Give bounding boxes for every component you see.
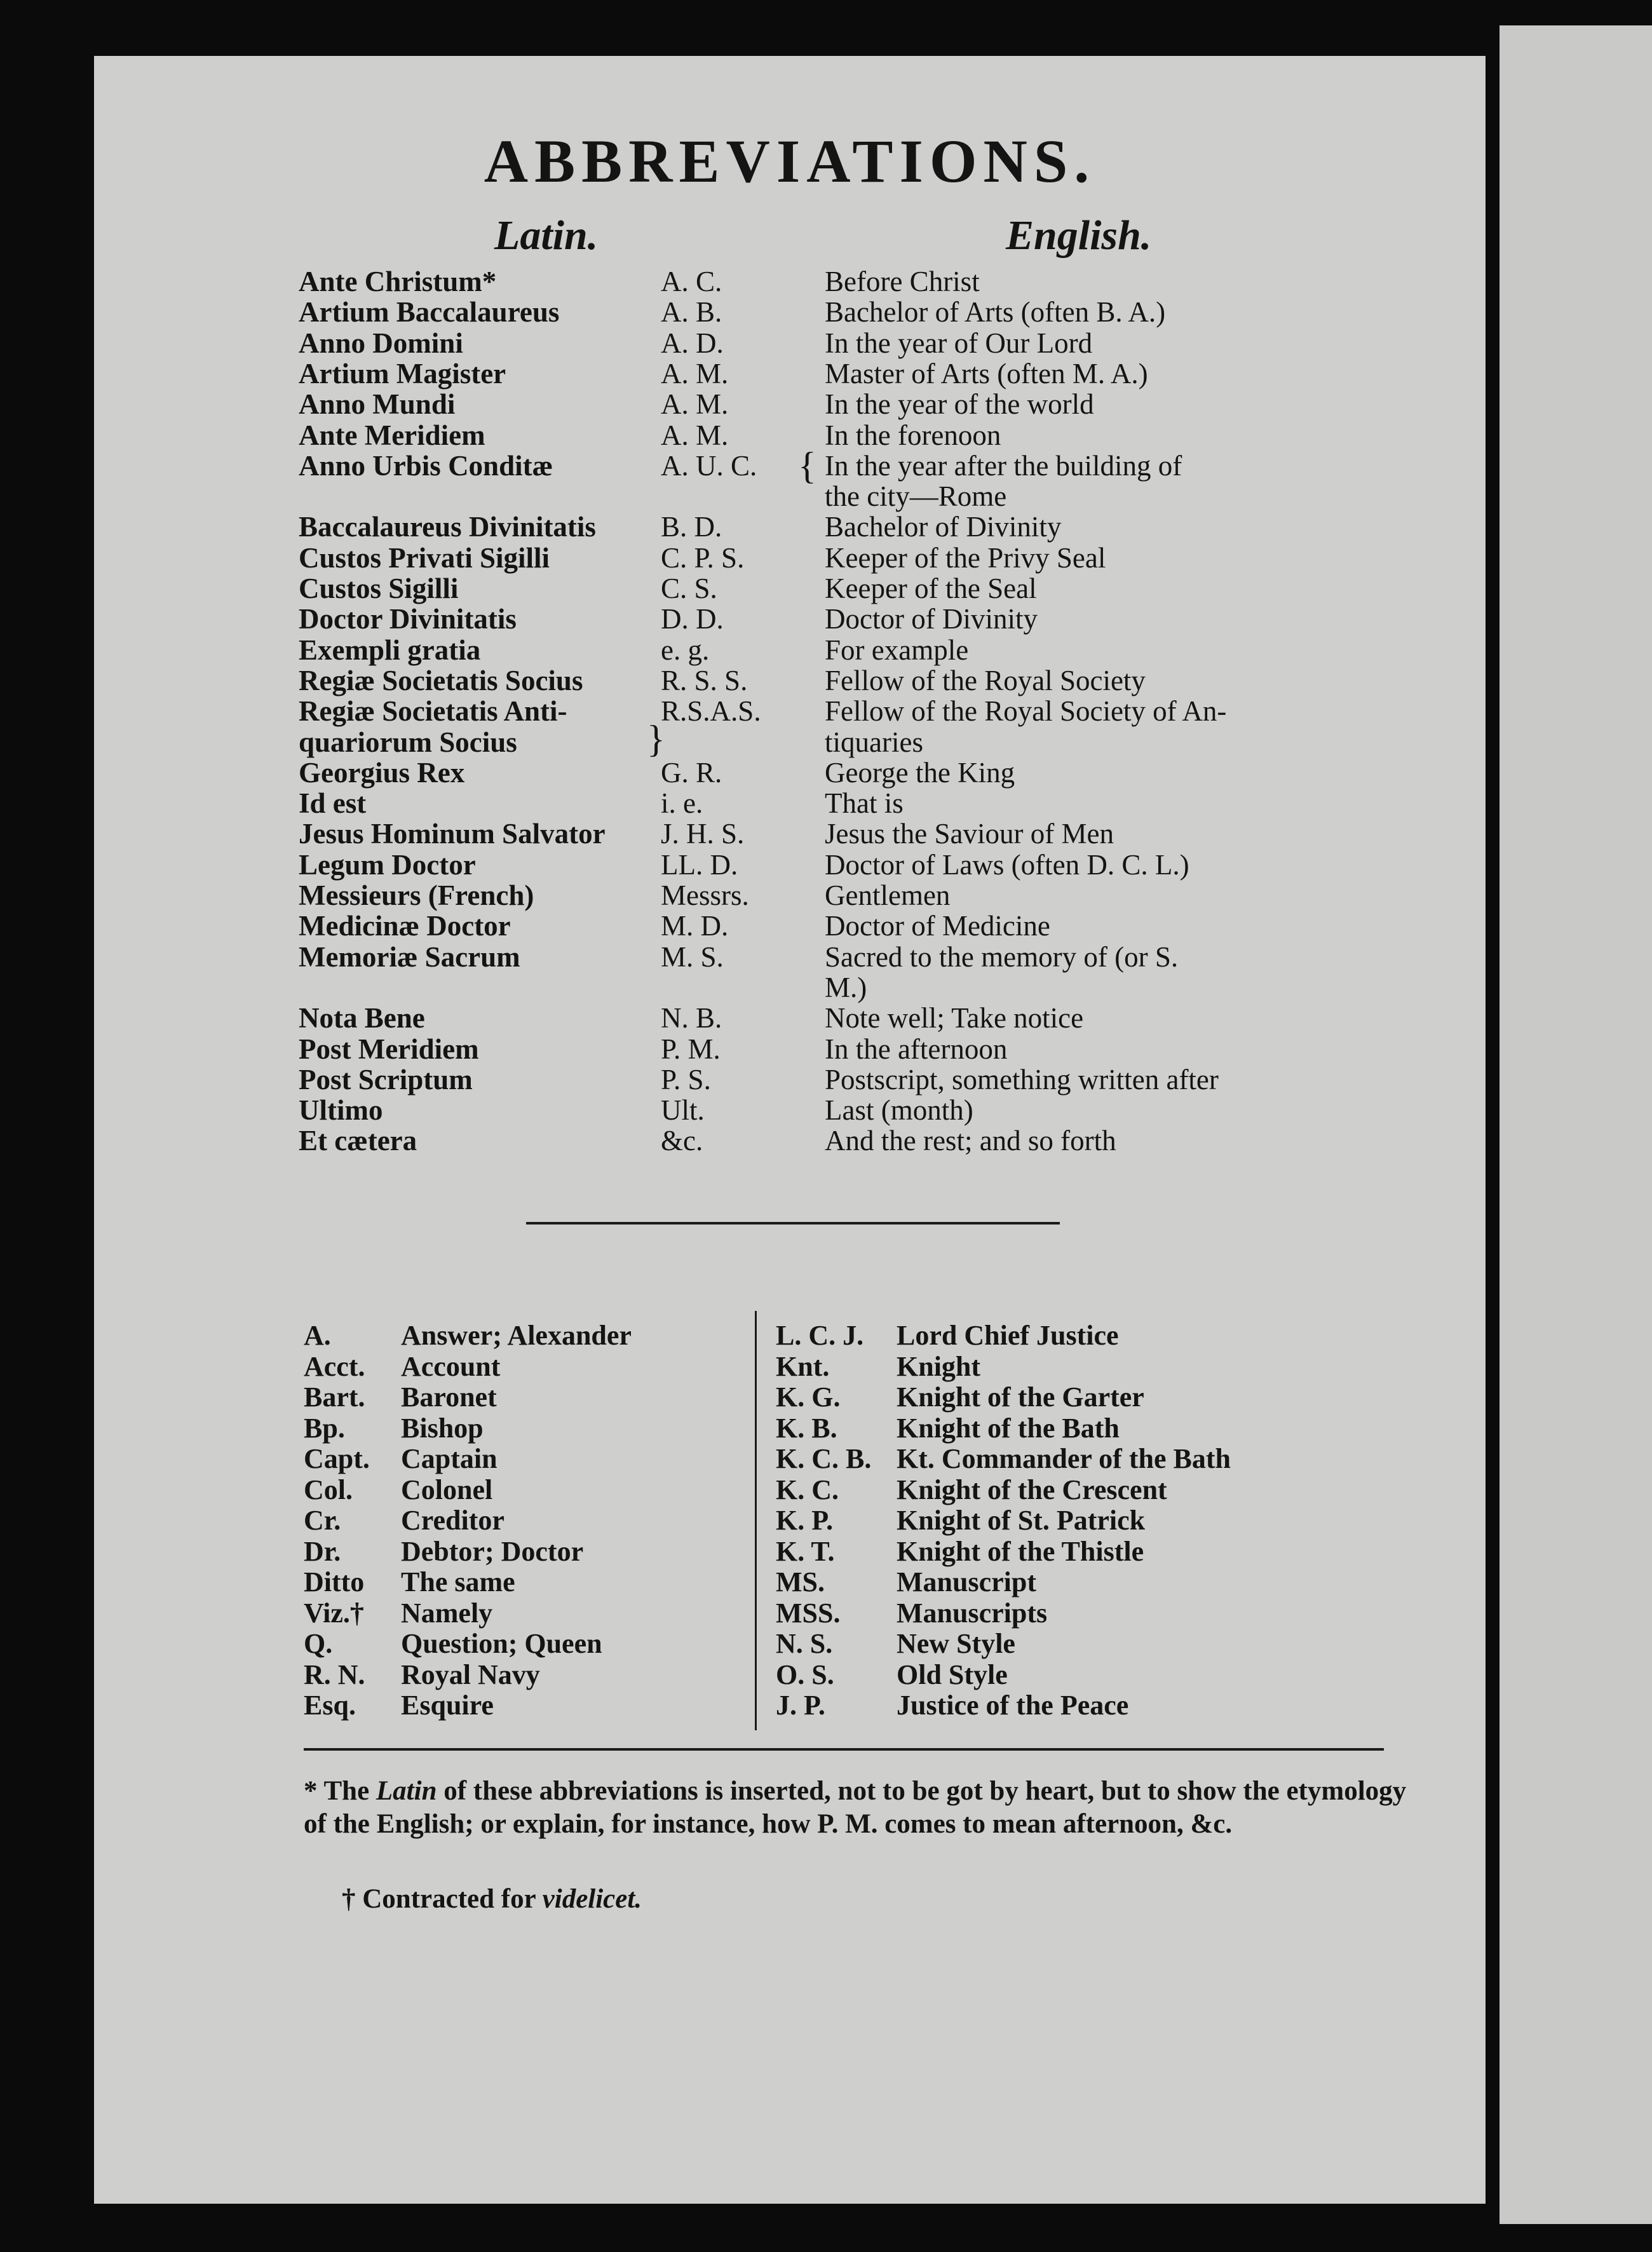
list-item (94, 1475, 1486, 1505)
table-row (94, 787, 1486, 820)
english-cell: Sacred to the memory of (or S. (825, 940, 1179, 973)
table-row (94, 634, 1486, 667)
table-row (94, 941, 1486, 974)
abbr-cell: J. H. S. (661, 818, 745, 850)
footnote-divider (304, 1748, 1384, 1751)
list-abbr: Q. (304, 1628, 333, 1659)
list-item (94, 1382, 1486, 1413)
latin-cell: Exempli gratia (299, 634, 481, 666)
list-meaning: Manuscripts (897, 1597, 1048, 1629)
abbr-cell: R. S. S. (661, 664, 748, 696)
list-abbr: Ditto (304, 1566, 365, 1597)
latin-cell: Id est (299, 787, 367, 820)
list-abbr: Bart. (304, 1381, 365, 1413)
english-cell: tiquaries (825, 726, 923, 758)
table-row (94, 1002, 1486, 1035)
english-cell: For example (825, 634, 969, 666)
latin-cell: Anno Mundi (299, 388, 456, 421)
abbr-cell: LL. D. (661, 848, 738, 881)
latin-cell: quariorum Socius (299, 726, 517, 758)
table-row (94, 757, 1486, 790)
latin-cell: Et cætera (299, 1125, 417, 1157)
list-meaning: Creditor (401, 1505, 504, 1536)
latin-cell: Artium Magister (299, 357, 506, 390)
table-row (94, 419, 1486, 452)
latin-cell: Post Scriptum (299, 1063, 473, 1095)
list-meaning: Knight of the Bath (897, 1412, 1120, 1444)
footnote-star-latin: Latin (376, 1776, 437, 1806)
brace-rsas: } (647, 718, 665, 760)
table-row (94, 327, 1486, 360)
list-item (94, 1444, 1486, 1474)
brace-auc: { (798, 445, 816, 487)
english-cell: Jesus the Saviour of Men (825, 818, 1114, 850)
table-row (94, 358, 1486, 391)
list-item (94, 1536, 1486, 1567)
abbr-cell: R.S.A.S. (661, 695, 761, 728)
abbr-cell: A. C. (661, 266, 722, 297)
page-title: ABBREVIATIONS. (484, 127, 1096, 195)
english-cell: In the year after the building of (825, 449, 1182, 482)
table-row (94, 542, 1486, 575)
table-row (94, 1064, 1486, 1097)
list-abbr: Cr. (304, 1505, 341, 1536)
abbr-cell: B. D. (661, 511, 722, 543)
table-row (94, 480, 1486, 513)
table-row (94, 726, 1486, 759)
latin-cell: Regiæ Societatis Anti- (299, 695, 567, 728)
list-meaning: Question; Queen (401, 1628, 602, 1659)
list-abbr: L. C. J. (776, 1320, 864, 1351)
abbr-cell: P. M. (661, 1033, 721, 1065)
list-abbr: K. P. (776, 1505, 834, 1536)
table-row (94, 879, 1486, 912)
latin-cell: Doctor Divinitatis (299, 603, 517, 635)
list-abbr: K. B. (776, 1412, 837, 1444)
list-meaning: Knight of the Garter (897, 1381, 1144, 1413)
section-divider (526, 1222, 1060, 1224)
list-meaning: Bishop (401, 1412, 484, 1444)
abbr-cell: A. M. (661, 357, 729, 390)
list-meaning: Knight of the Crescent (897, 1474, 1167, 1505)
english-cell: Doctor of Laws (often D. C. L.) (825, 848, 1189, 881)
english-cell: In the forenoon (825, 419, 1001, 451)
abbr-cell: A. D. (661, 327, 724, 359)
abbr-cell: A. M. (661, 419, 729, 451)
list-abbr: Viz.† (304, 1597, 364, 1629)
adjacent-page (1500, 25, 1652, 2224)
table-row (94, 910, 1486, 943)
english-cell: In the year of the world (825, 388, 1094, 421)
abbr-cell: Messrs. (661, 879, 749, 911)
footnote-dagger-word: videlicet. (542, 1884, 642, 1914)
list-meaning: Esquire (401, 1690, 494, 1721)
table-row (94, 511, 1486, 544)
english-cell: Bachelor of Divinity (825, 511, 1062, 543)
list-abbr: Esq. (304, 1690, 356, 1721)
list-meaning: Account (401, 1350, 501, 1382)
list-meaning: The same (401, 1566, 515, 1597)
list-item (94, 1567, 1486, 1597)
footnote-dagger (342, 1883, 1460, 1916)
latin-cell: Legum Doctor (299, 848, 476, 881)
table-row (94, 972, 1486, 1005)
list-meaning: Colonel (401, 1474, 493, 1505)
abbr-cell: Ult. (661, 1094, 705, 1127)
list-abbr: MSS. (776, 1597, 841, 1629)
english-cell: Doctor of Divinity (825, 603, 1038, 635)
list-abbr: Bp. (304, 1412, 345, 1444)
list-abbr: K. T. (776, 1535, 835, 1567)
list-abbr: MS. (776, 1566, 825, 1597)
english-cell: In the afternoon (825, 1033, 1008, 1065)
abbr-cell: i. e. (661, 787, 703, 820)
latin-cell: Ante Meridiem (299, 419, 485, 451)
latin-cell: Messieurs (French) (299, 879, 534, 911)
latin-cell: Medicinæ Doctor (299, 910, 511, 942)
latin-cell: Nota Bene (299, 1002, 425, 1034)
english-cell: Master of Arts (often M. A.) (825, 357, 1148, 390)
list-abbr: Acct. (304, 1350, 365, 1382)
english-cell: In the year of Our Lord (825, 327, 1093, 359)
latin-cell: Post Meridiem (299, 1033, 479, 1065)
table-row (94, 296, 1486, 329)
list-item (94, 1598, 1486, 1629)
list-item (94, 1413, 1486, 1444)
table-row (94, 388, 1486, 421)
list-meaning: Royal Navy (401, 1658, 540, 1690)
list-meaning: Debtor; Doctor (401, 1535, 584, 1567)
abbr-cell: A. U. C. (661, 449, 757, 482)
latin-cell: Anno Urbis Conditæ (299, 449, 553, 482)
english-cell: Fellow of the Royal Society of An- (825, 695, 1227, 728)
list-meaning: Knight of St. Patrick (897, 1505, 1146, 1536)
latin-cell: Jesus Hominum Salvator (299, 818, 606, 850)
english-cell: Bachelor of Arts (often B. A.) (825, 296, 1166, 329)
abbr-cell: e. g. (661, 634, 710, 666)
latin-cell: Regiæ Societatis Socius (299, 664, 583, 696)
english-cell: Gentlemen (825, 879, 951, 911)
list-item (94, 1629, 1486, 1659)
latin-cell: Ante Christum* (299, 266, 497, 297)
list-meaning: New Style (897, 1628, 1015, 1659)
table-row (94, 1094, 1486, 1127)
list-abbr: K. C. B. (776, 1443, 872, 1474)
list-item (94, 1320, 1486, 1351)
latin-cell: Artium Baccalaureus (299, 296, 560, 329)
list-meaning: Knight (897, 1350, 981, 1382)
english-cell: the city—Rome (825, 480, 1007, 513)
list-meaning: Kt. Commander of the Bath (897, 1443, 1231, 1474)
list-abbr: A. (304, 1320, 331, 1351)
english-cell: Note well; Take notice (825, 1002, 1084, 1034)
list-item (94, 1690, 1486, 1721)
table-row (94, 818, 1486, 851)
table-row (94, 695, 1486, 728)
latin-cell: Memoriæ Sacrum (299, 940, 520, 973)
list-meaning: Captain (401, 1443, 498, 1474)
latin-cell: Georgius Rex (299, 756, 465, 789)
abbr-cell: A. B. (661, 296, 722, 329)
abbr-cell: G. R. (661, 756, 722, 789)
abbr-cell: &c. (661, 1125, 703, 1157)
table-row (94, 849, 1486, 882)
list-abbr: K. G. (776, 1381, 841, 1413)
table-row (94, 450, 1486, 483)
list-meaning: Justice of the Peace (897, 1690, 1129, 1721)
list-meaning: Baronet (401, 1381, 497, 1413)
english-cell: That is (825, 787, 904, 820)
abbr-cell: N. B. (661, 1002, 722, 1034)
table-row (94, 603, 1486, 636)
list-abbr: O. S. (776, 1658, 834, 1690)
book-page (94, 56, 1486, 2204)
latin-column-header: Latin. (494, 212, 599, 259)
english-cell: Last (month) (825, 1094, 973, 1127)
list-meaning: Namely (401, 1597, 493, 1629)
footnote-star-text: of these abbreviations is inserted, not to be got by heart, but to show the etymology of the English; or explain, for instance, how P. M. comes to mean afternoon, &c. (304, 1776, 1407, 1839)
list-abbr: R. N. (304, 1658, 365, 1690)
list-meaning: Knight of the Thistle (897, 1535, 1144, 1567)
list-abbr: K. C. (776, 1474, 839, 1505)
list-item (94, 1505, 1486, 1536)
english-cell: George the King (825, 756, 1015, 789)
list-abbr: J. P. (776, 1690, 825, 1721)
latin-cell: Baccalaureus Divinitatis (299, 511, 596, 543)
list-meaning: Old Style (897, 1658, 1008, 1690)
latin-cell: Anno Domini (299, 327, 463, 359)
list-item (94, 1352, 1486, 1382)
latin-cell: Custos Sigilli (299, 573, 459, 604)
english-cell: Postscript, something written after (825, 1063, 1219, 1095)
footnote-dagger-lead: † Contracted for (342, 1884, 536, 1914)
abbr-cell: A. M. (661, 388, 729, 421)
list-abbr: Col. (304, 1474, 353, 1505)
english-cell: Keeper of the Privy Seal (825, 541, 1106, 574)
latin-cell: Ultimo (299, 1094, 383, 1127)
abbr-cell: M. D. (661, 910, 729, 942)
list-item (94, 1660, 1486, 1690)
footnote-star-lead: * The (304, 1776, 370, 1806)
abbr-cell: M. S. (661, 940, 724, 973)
table-row (94, 665, 1486, 698)
english-cell: M.) (825, 971, 867, 1003)
list-abbr: N. S. (776, 1628, 833, 1659)
english-cell: And the rest; and so forth (825, 1125, 1116, 1157)
abbr-cell: C. P. S. (661, 541, 745, 574)
list-meaning: Answer; Alexander (401, 1320, 632, 1351)
english-cell: Before Christ (825, 266, 980, 297)
table-row (94, 1033, 1486, 1066)
english-column-header: English. (1006, 212, 1152, 259)
list-abbr: Capt. (304, 1443, 370, 1474)
english-cell: Keeper of the Seal (825, 573, 1037, 604)
list-abbr: Dr. (304, 1535, 341, 1567)
list-meaning: Lord Chief Justice (897, 1320, 1119, 1351)
list-meaning: Manuscript (897, 1566, 1036, 1597)
abbr-cell: P. S. (661, 1063, 711, 1095)
english-cell: Doctor of Medicine (825, 910, 1050, 942)
english-cell: Fellow of the Royal Society (825, 664, 1146, 696)
latin-cell: Custos Privati Sigilli (299, 541, 550, 574)
table-row (94, 266, 1486, 299)
table-row (94, 573, 1486, 606)
abbr-cell: C. S. (661, 573, 717, 604)
abbr-cell: D. D. (661, 603, 724, 635)
list-abbr: Knt. (776, 1350, 830, 1382)
table-row (94, 1125, 1486, 1158)
footnote-star (304, 1775, 1422, 1841)
